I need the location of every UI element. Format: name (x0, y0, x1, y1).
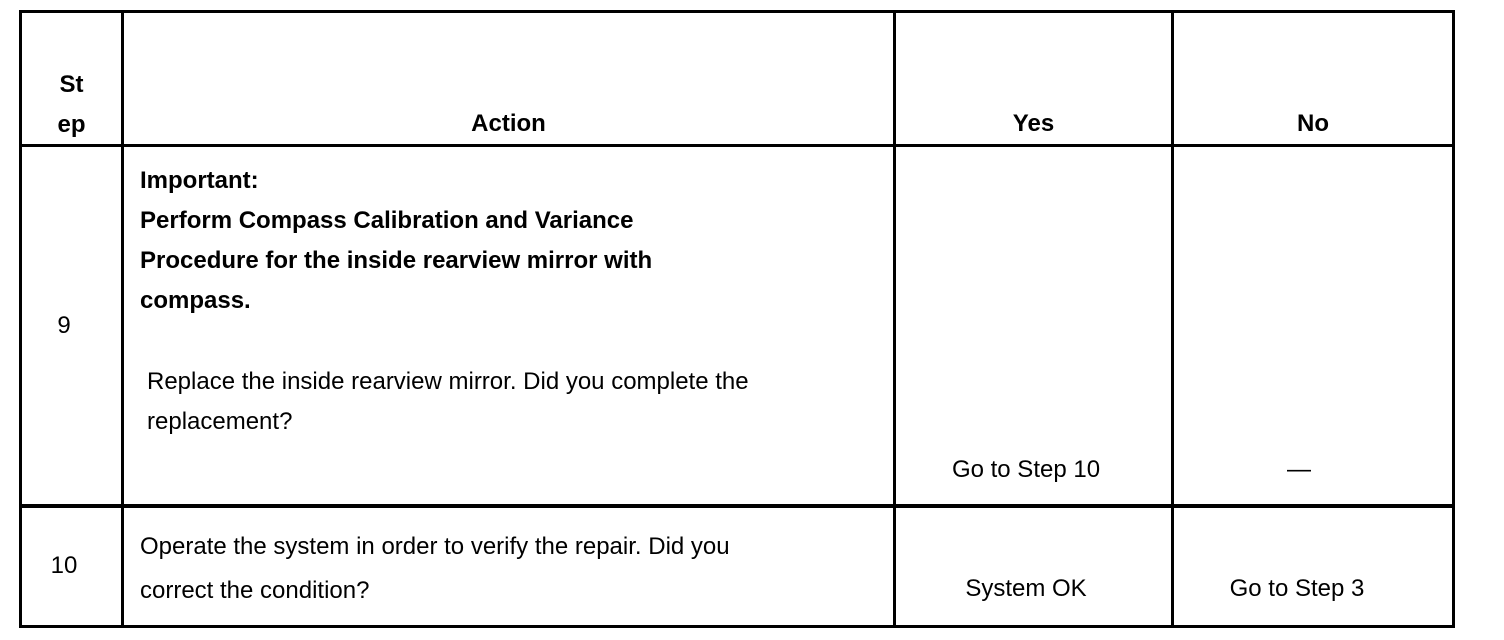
row-9-action (147, 362, 749, 442)
column-divider-yes (1171, 10, 1174, 628)
row-9-action-line-2: replacement? (147, 408, 293, 435)
row-10-action (140, 525, 730, 613)
table-border-right (1452, 10, 1455, 628)
row-divider (19, 504, 1455, 508)
header-no: No (1297, 110, 1329, 137)
row-9-important (140, 161, 652, 321)
column-divider-action (893, 10, 896, 628)
header-divider (19, 144, 1455, 147)
important-line-2: Procedure for the inside rearview mirror with (140, 247, 653, 274)
table-border-bottom (19, 625, 1455, 628)
row-9-action-line-1: Replace the inside rearview mirror. Did you complete the (147, 368, 749, 395)
table-border-top (19, 10, 1455, 13)
row-9-step: 9 (57, 312, 71, 339)
header-action: Action (471, 110, 546, 137)
header-step (22, 65, 121, 145)
row-10-action-line-2: correct the condition? (140, 577, 370, 604)
row-9-no: — (1287, 456, 1311, 483)
row-10-step: 10 (50, 552, 78, 579)
column-divider-step (121, 10, 124, 628)
header-yes: Yes (1012, 110, 1055, 137)
row-9-yes: Go to Step 10 (951, 456, 1101, 483)
header-step-line-2: ep (57, 111, 86, 138)
important-line-1: Perform Compass Calibration and Variance (140, 207, 634, 234)
important-line-3: compass. (140, 287, 251, 314)
row-10-no: Go to Step 3 (1229, 575, 1365, 602)
important-label: Important: (140, 167, 259, 194)
row-10-action-line-1: Operate the system in order to verify the repair. Did you (140, 533, 730, 560)
header-step-line-1: St (59, 71, 84, 98)
row-10-yes: System OK (965, 575, 1087, 602)
